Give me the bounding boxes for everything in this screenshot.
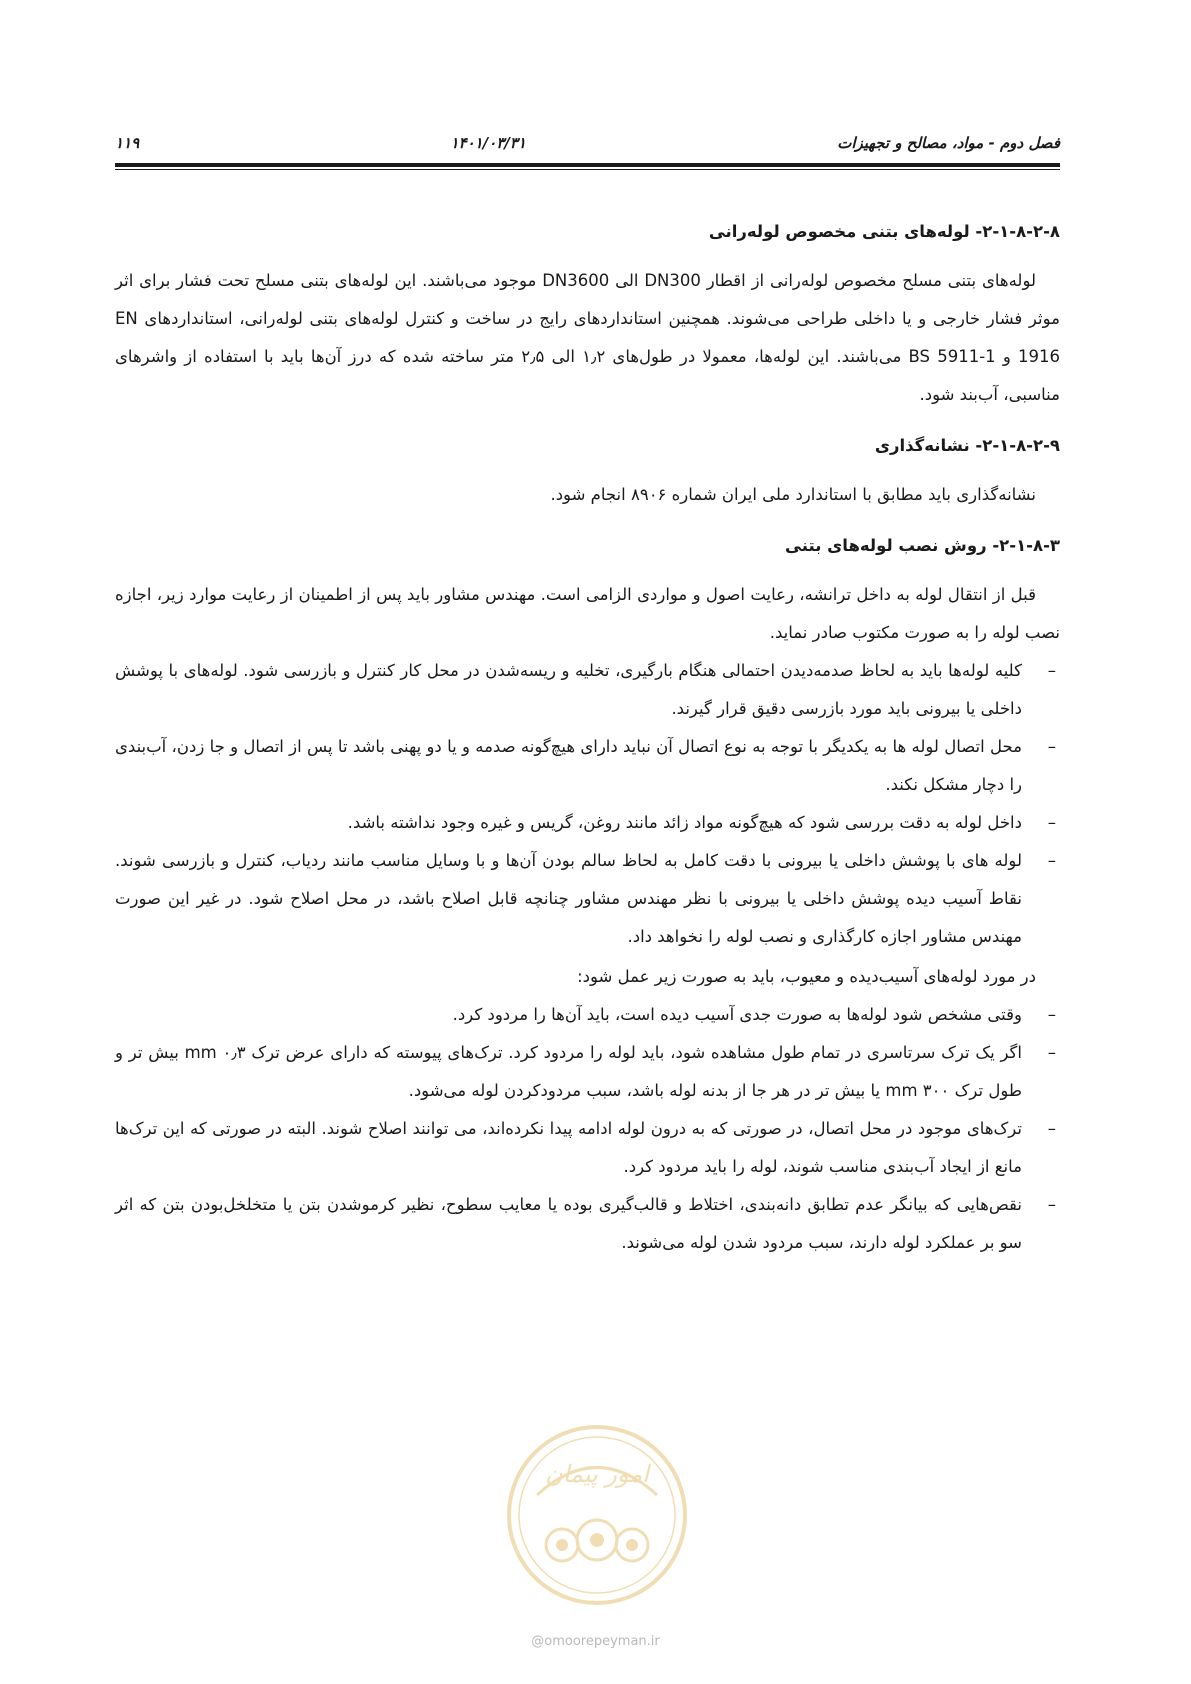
watermark-site: @omoorepeyman.ir <box>531 1634 660 1649</box>
header-rule-thick <box>115 163 1060 167</box>
watermark-seal-logo <box>502 1420 692 1610</box>
paragraph: در مورد لوله‌های آسیب‌دیده و معیوب، باید به صورت زیر عمل شود: <box>577 967 1036 986</box>
section-heading: ۲-۱-۸-۳- روش نصب لوله‌های بتنی <box>785 536 1060 555</box>
seal-text: امور پیمان <box>545 1460 649 1488</box>
list-item: – وقتی مشخص شود لوله‌ها به صورت جدی آسیب دیده است، باید آن‌ها را مردود کرد. <box>115 996 1060 1034</box>
list-item: – لوله های با پوشش داخلی یا بیرونی با دقت کامل به لحاظ سالم بودن آن‌ها و با وسایل مناسب مانند ردیاب، کنترل و بازرسی شوند. نقاط آسیب دیده پوشش داخلی یا بیرونی با نظر مهندس مشاور چنانچه قابل اصلاح باشد، در محل اصلاح شود. در غیر این صورت مهندس مشاور اجازه کارگذاری و نصب لوله را نخواهد داد. <box>115 842 1060 956</box>
paragraph: نشانه‌گذاری باید مطابق با استاندارد ملی ایران شماره ۸۹۰۶ انجام شود. <box>550 485 1036 504</box>
page-body <box>115 206 1060 1264</box>
page-number: ۱۱۹ <box>115 134 140 152</box>
inspection-list <box>115 652 1060 956</box>
bullet-dash: – <box>1047 1043 1056 1062</box>
list-item: – نقص‌هایی که بیانگر عدم تطابق دانه‌بندی، اختلاط و قالب‌گیری بوده یا معایب سطوح، نظیر کرموشدن بتن یا متخلخل‌بودن بتن که اثر سو بر عملکرد لوله دارند، سبب مردود شدن لوله می‌شوند. <box>115 1186 1060 1262</box>
section-heading: ۲-۱-۸-۲-۹- نشانه‌گذاری <box>874 436 1060 455</box>
section-heading: ۲-۱-۸-۲-۸- لوله‌های بتنی مخصوص لوله‌رانی <box>708 222 1060 241</box>
paragraph: لوله‌های بتنی مسلح مخصوص لوله‌رانی از اقطار DN300 الی DN3600 موجود می‌باشند. این لوله‌های بتنی مسلح تحت فشار برای اثر موثر فشار خارجی و یا داخلی طراحی می‌شوند. همچنین استانداردهای رایج در ساخت و کنترل لوله‌های بتنی لوله‌رانی، استانداردهای EN 1916 و BS 5911-1 می‌باشند. این لوله‌ها، معمولا در طول‌های ۱٫۲ الی ۲٫۵ متر ساخته شده که درز آن‌ها باید با استفاده از واشرهای مناسبی، آب‌بند شود. <box>115 271 1060 404</box>
header-date: ۱۴۰۱/۰۳/۳۱ <box>450 134 526 152</box>
page-header <box>115 128 1060 158</box>
bullet-dash: – <box>1047 1119 1056 1138</box>
bullet-dash: – <box>1047 851 1056 870</box>
list-item: – ترک‌های موجود در محل اتصال، در صورتی که به درون لوله ادامه پیدا نکرده‌اند، می توانند اصلاح شوند. البته در صورتی که این ترک‌ها مانع از ایجاد آب‌بندی مناسب شوند، لوله را باید مردود کرد. <box>115 1110 1060 1186</box>
bullet-dash: – <box>1047 1195 1056 1214</box>
list-item: – کلیه لوله‌ها باید به لحاظ صدمه‌دیدن احتمالی هنگام بارگیری، تخلیه و ریسه‌شدن در محل کار کنترل و بازرسی شود. لوله‌های با پوشش داخلی یا بیرونی باید مورد بازرسی دقیق قرار گیرند. <box>115 652 1060 728</box>
damage-list <box>115 996 1060 1262</box>
list-item: – اگر یک ترک سرتاسری در تمام طول مشاهده شود، باید لوله را مردود کرد. ترک‌های پیوسته که دارای عرض ترک ۰٫۳ mm بیش تر و طول ترک ۳۰۰ mm یا بیش تر در هر جا از بدنه لوله باشد، سبب مردودکردن لوله می‌شود. <box>115 1034 1060 1110</box>
chapter-title: فصل دوم - مواد، مصالح و تجهیزات <box>837 134 1060 152</box>
header-rule-thin <box>115 169 1060 170</box>
list-item: – محل اتصال لوله ها به یکدیگر با توجه به نوع اتصال آن نباید دارای هیچ‌گونه صدمه و یا دو پهنی باشد تا پس از اتصال و جا زدن، آب‌بندی را دچار مشکل نکند. <box>115 728 1060 804</box>
bullet-dash: – <box>1047 1005 1056 1024</box>
paragraph: قبل از انتقال لوله به داخل ترانشه، رعایت اصول و مواردی الزامی است. مهندس مشاور باید پس از اطمینان از رعایت موارد زیر، اجازه نصب لوله را به صورت مکتوب صادر نماید. <box>115 585 1060 642</box>
bullet-dash: – <box>1047 813 1056 832</box>
list-item: – داخل لوله به دقت بررسی شود که هیچ‌گونه مواد زائد مانند روغن، گریس و غیره وجود نداشته باشد. <box>115 804 1060 842</box>
bullet-dash: – <box>1047 737 1056 756</box>
bullet-dash: – <box>1047 661 1056 680</box>
